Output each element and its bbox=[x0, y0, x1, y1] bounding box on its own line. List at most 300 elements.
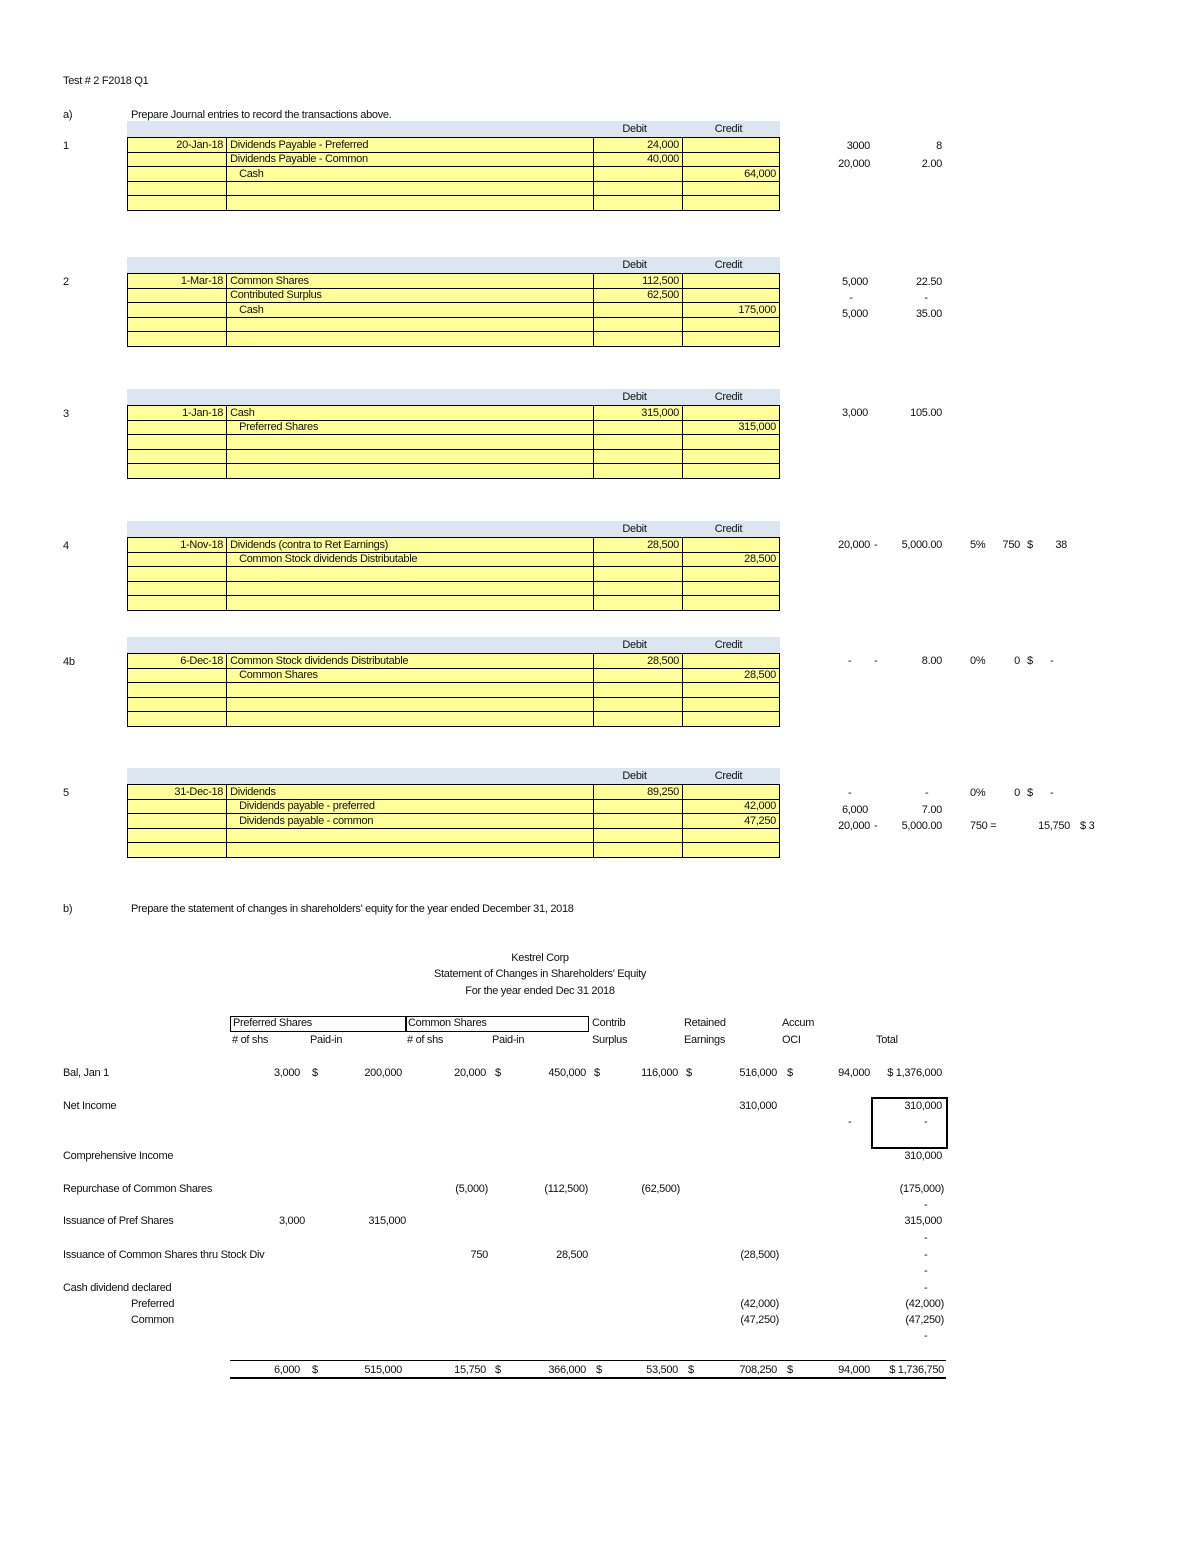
net-retained: 310,000 bbox=[739, 1100, 777, 1112]
debit-amount[interactable] bbox=[594, 552, 683, 567]
dollar-sign: $ bbox=[787, 1364, 793, 1376]
entry-date[interactable] bbox=[128, 332, 227, 347]
calc-value: $ bbox=[1027, 787, 1033, 799]
account-name[interactable]: Dividends payable - preferred bbox=[227, 799, 594, 814]
account-name[interactable]: Common Shares bbox=[227, 668, 594, 683]
com-shs-subheader: # of shs bbox=[407, 1034, 444, 1046]
calc-value: 8 bbox=[936, 140, 942, 152]
journal-row bbox=[128, 317, 780, 332]
journal-row bbox=[128, 464, 780, 479]
pref-shs-subheader: # of shs bbox=[232, 1034, 269, 1046]
row-label-pref-issuance: Issuance of Pref Shares bbox=[63, 1215, 174, 1227]
entry-date[interactable]: 6-Dec-18 bbox=[128, 654, 227, 669]
journal-row bbox=[128, 799, 780, 814]
account-name[interactable] bbox=[227, 697, 594, 712]
debit-amount[interactable]: 89,250 bbox=[594, 785, 683, 800]
debit-amount[interactable]: 62,500 bbox=[594, 288, 683, 303]
calc-value: 750 bbox=[1002, 539, 1020, 551]
credit-amount[interactable] bbox=[682, 654, 779, 669]
journal-row bbox=[128, 538, 780, 553]
debit-amount[interactable]: 24,000 bbox=[594, 138, 683, 153]
debit-amount[interactable] bbox=[594, 843, 683, 858]
debit-amount[interactable]: 28,500 bbox=[594, 654, 683, 669]
journal-row bbox=[128, 196, 780, 211]
debit-amount[interactable] bbox=[594, 799, 683, 814]
account-name[interactable]: Dividends Payable - Common bbox=[227, 152, 594, 167]
debit-amount[interactable] bbox=[594, 449, 683, 464]
bal-retained: 516,000 bbox=[739, 1067, 777, 1079]
debit-amount[interactable] bbox=[594, 196, 683, 211]
stock-div-com-shs: 750 bbox=[470, 1249, 488, 1261]
journal-header bbox=[127, 121, 780, 137]
account-name[interactable] bbox=[227, 196, 594, 211]
journal-entry bbox=[127, 389, 780, 479]
calc-value: - bbox=[849, 292, 853, 304]
dash: - bbox=[924, 1232, 928, 1244]
calc-value: 0 bbox=[1014, 787, 1020, 799]
credit-amount[interactable] bbox=[682, 828, 779, 843]
debit-header: Debit bbox=[622, 770, 647, 782]
account-name[interactable] bbox=[227, 317, 594, 332]
credit-amount[interactable] bbox=[682, 181, 779, 196]
end-com-paid: 366,000 bbox=[548, 1364, 586, 1376]
part-a-label: a) bbox=[63, 109, 73, 121]
contrib-subheader: Surplus bbox=[592, 1034, 628, 1046]
net-total-dash: - bbox=[924, 1116, 928, 1128]
preferred-shares-header: Preferred Shares bbox=[233, 1017, 312, 1029]
entry-date[interactable] bbox=[128, 814, 227, 829]
debit-amount[interactable] bbox=[594, 712, 683, 727]
com-paid-subheader: Paid-in bbox=[492, 1034, 525, 1046]
debit-header: Debit bbox=[622, 523, 647, 535]
calc-value: 15,750 bbox=[1038, 820, 1070, 832]
entry-date[interactable]: 31-Dec-18 bbox=[128, 785, 227, 800]
dollar-sign: $ bbox=[787, 1067, 793, 1079]
com-div-total: (47,250) bbox=[905, 1314, 944, 1326]
journal-row bbox=[128, 683, 780, 698]
calc-value: $ 3 bbox=[1080, 820, 1095, 832]
calc-value: 3,000 bbox=[841, 407, 868, 419]
calc-value: 5,000 bbox=[841, 276, 868, 288]
credit-amount[interactable] bbox=[682, 697, 779, 712]
journal-table bbox=[127, 137, 780, 211]
calc-value: - bbox=[1050, 655, 1054, 667]
net-total: 310,000 bbox=[904, 1100, 942, 1112]
journal-table bbox=[127, 537, 780, 611]
credit-header: Credit bbox=[714, 391, 743, 403]
pref-div-retained: (42,000) bbox=[740, 1298, 779, 1310]
account-name[interactable] bbox=[227, 181, 594, 196]
credit-amount[interactable] bbox=[682, 683, 779, 698]
credit-amount[interactable] bbox=[682, 712, 779, 727]
credit-amount[interactable] bbox=[682, 138, 779, 153]
entry-date[interactable] bbox=[128, 712, 227, 727]
journal-row bbox=[128, 332, 780, 347]
journal-entry bbox=[127, 768, 780, 858]
calc-value: - bbox=[925, 787, 929, 799]
entry-date[interactable] bbox=[128, 843, 227, 858]
credit-amount[interactable] bbox=[682, 843, 779, 858]
accum-header: Accum bbox=[782, 1017, 815, 1029]
row-label-comprehensive: Comprehensive Income bbox=[63, 1150, 174, 1162]
entry-date[interactable] bbox=[128, 181, 227, 196]
calc-value: 0% bbox=[970, 655, 986, 667]
credit-amount[interactable] bbox=[682, 596, 779, 611]
account-name[interactable]: Dividends bbox=[227, 785, 594, 800]
credit-amount[interactable] bbox=[682, 196, 779, 211]
repurchase-contrib: (62,500) bbox=[641, 1183, 680, 1195]
stock-div-retained: (28,500) bbox=[740, 1249, 779, 1261]
account-name[interactable] bbox=[227, 828, 594, 843]
journal-entry bbox=[127, 637, 780, 727]
row-label-net-income: Net Income bbox=[63, 1100, 117, 1112]
credit-amount[interactable]: 315,000 bbox=[682, 420, 779, 435]
entry-number: 4 bbox=[63, 540, 69, 552]
journal-header bbox=[127, 768, 780, 784]
entry-date[interactable] bbox=[128, 668, 227, 683]
debit-header: Debit bbox=[622, 639, 647, 651]
account-name[interactable] bbox=[227, 843, 594, 858]
debit-amount[interactable] bbox=[594, 814, 683, 829]
journal-row bbox=[128, 697, 780, 712]
calc-value: - bbox=[874, 655, 878, 667]
comp-total: 310,000 bbox=[904, 1150, 942, 1162]
entry-number: 5 bbox=[63, 787, 69, 799]
row-label-cash-div: Cash dividend declared bbox=[63, 1282, 172, 1294]
entry-date[interactable] bbox=[128, 288, 227, 303]
credit-amount[interactable] bbox=[682, 317, 779, 332]
common-shares-header: Common Shares bbox=[408, 1017, 487, 1029]
credit-amount[interactable] bbox=[682, 152, 779, 167]
calc-value: 2.00 bbox=[921, 158, 942, 170]
debit-amount[interactable] bbox=[594, 181, 683, 196]
calc-value: 6,000 bbox=[841, 804, 868, 816]
credit-amount[interactable]: 64,000 bbox=[682, 167, 779, 182]
calc-value: 38 bbox=[1055, 539, 1067, 551]
calc-value: 750 = bbox=[970, 820, 997, 832]
dash: - bbox=[924, 1199, 928, 1211]
calc-value: 8.00 bbox=[921, 655, 942, 667]
credit-amount[interactable] bbox=[682, 274, 779, 289]
bal-com-paid: 450,000 bbox=[548, 1067, 586, 1079]
journal-row bbox=[128, 567, 780, 582]
repurchase-com-paid: (112,500) bbox=[544, 1183, 588, 1195]
entry-date[interactable] bbox=[128, 828, 227, 843]
journal-row bbox=[128, 406, 780, 421]
journal-row bbox=[128, 596, 780, 611]
repurchase-com-shs: (5,000) bbox=[455, 1183, 488, 1195]
entry-date[interactable] bbox=[128, 567, 227, 582]
journal-header bbox=[127, 389, 780, 405]
end-oci: 94,000 bbox=[838, 1364, 870, 1376]
credit-amount[interactable] bbox=[682, 785, 779, 800]
entry-date[interactable]: 1-Nov-18 bbox=[128, 538, 227, 553]
debit-amount[interactable] bbox=[594, 332, 683, 347]
bal-total: $ 1,376,000 bbox=[887, 1067, 942, 1079]
dollar-sign: $ bbox=[594, 1067, 600, 1079]
account-name[interactable] bbox=[227, 332, 594, 347]
pref-issue-total: 315,000 bbox=[904, 1215, 942, 1227]
credit-header: Credit bbox=[714, 259, 743, 271]
entry-number: 2 bbox=[63, 276, 69, 288]
entry-date[interactable] bbox=[128, 683, 227, 698]
dollar-sign: $ bbox=[686, 1067, 692, 1079]
account-name[interactable]: Cash bbox=[227, 406, 594, 421]
account-name[interactable]: Dividends (contra to Ret Earnings) bbox=[227, 538, 594, 553]
document-title: Test # 2 F2018 Q1 bbox=[63, 75, 149, 87]
dollar-sign: $ bbox=[312, 1364, 318, 1376]
entry-date[interactable] bbox=[128, 152, 227, 167]
credit-amount[interactable]: 42,000 bbox=[682, 799, 779, 814]
credit-header: Credit bbox=[714, 123, 743, 135]
account-name[interactable]: Common Stock dividends Distributable bbox=[227, 552, 594, 567]
end-total: $ 1,736,750 bbox=[889, 1364, 944, 1376]
entry-date[interactable]: 20-Jan-18 bbox=[128, 138, 227, 153]
calc-value: - bbox=[1050, 787, 1054, 799]
debit-amount[interactable]: 28,500 bbox=[594, 538, 683, 553]
journal-header bbox=[127, 257, 780, 273]
account-name[interactable] bbox=[227, 567, 594, 582]
bal-pref-paid: 200,000 bbox=[364, 1067, 402, 1079]
account-name[interactable] bbox=[227, 596, 594, 611]
row-label-stock-div: Issuance of Common Shares thru Stock Div bbox=[63, 1249, 265, 1261]
journal-row bbox=[128, 843, 780, 858]
calc-value: 5,000.00 bbox=[901, 539, 942, 551]
end-pref-paid: 515,000 bbox=[364, 1364, 402, 1376]
journal-row bbox=[128, 552, 780, 567]
debit-amount[interactable] bbox=[594, 435, 683, 450]
part-b-instruction: Prepare the statement of changes in shareholders' equity for the year ended December 31, 2018 bbox=[131, 903, 574, 915]
calc-value: 20,000 bbox=[838, 539, 870, 551]
account-name[interactable] bbox=[227, 683, 594, 698]
journal-row bbox=[128, 828, 780, 843]
pref-issue-paid: 315,000 bbox=[368, 1215, 406, 1227]
credit-amount[interactable] bbox=[682, 464, 779, 479]
part-a-instruction: Prepare Journal entries to record the transactions above. bbox=[131, 109, 392, 121]
debit-amount[interactable] bbox=[594, 167, 683, 182]
credit-header: Credit bbox=[714, 639, 743, 651]
debit-amount[interactable]: 315,000 bbox=[594, 406, 683, 421]
entry-date[interactable] bbox=[128, 552, 227, 567]
part-b-label: b) bbox=[63, 903, 73, 915]
account-name[interactable]: Common Stock dividends Distributable bbox=[227, 654, 594, 669]
journal-row bbox=[128, 288, 780, 303]
retained-header: Retained bbox=[684, 1017, 726, 1029]
debit-amount[interactable] bbox=[594, 317, 683, 332]
calc-value: 105.00 bbox=[910, 407, 942, 419]
calc-value: 20,000 bbox=[838, 820, 870, 832]
row-label-common: Common bbox=[131, 1314, 174, 1326]
journal-row bbox=[128, 814, 780, 829]
calc-value: 5,000.00 bbox=[901, 820, 942, 832]
entry-date[interactable] bbox=[128, 697, 227, 712]
entry-date[interactable]: 1-Mar-18 bbox=[128, 274, 227, 289]
account-name[interactable] bbox=[227, 581, 594, 596]
retained-subheader: Earnings bbox=[684, 1034, 726, 1046]
debit-amount[interactable] bbox=[594, 596, 683, 611]
calc-value: 20,000 bbox=[838, 158, 870, 170]
pref-issue-shs: 3,000 bbox=[278, 1215, 305, 1227]
account-name[interactable] bbox=[227, 449, 594, 464]
entry-date[interactable] bbox=[128, 435, 227, 450]
total-subheader: Total bbox=[876, 1034, 898, 1046]
credit-amount[interactable] bbox=[682, 406, 779, 421]
pref-paid-subheader: Paid-in bbox=[310, 1034, 343, 1046]
debit-amount[interactable] bbox=[594, 567, 683, 582]
dollar-sign: $ bbox=[495, 1067, 501, 1079]
entry-date[interactable] bbox=[128, 799, 227, 814]
entry-date[interactable] bbox=[128, 449, 227, 464]
journal-table bbox=[127, 653, 780, 727]
calc-value: - bbox=[848, 787, 852, 799]
dash: - bbox=[924, 1265, 928, 1277]
calc-value: 0% bbox=[970, 787, 986, 799]
journal-table bbox=[127, 405, 780, 479]
debit-amount[interactable] bbox=[594, 697, 683, 712]
credit-amount[interactable]: 175,000 bbox=[682, 303, 779, 318]
bal-pref-shs: 3,000 bbox=[273, 1067, 300, 1079]
account-name[interactable]: Preferred Shares bbox=[227, 420, 594, 435]
calc-value: - bbox=[924, 292, 928, 304]
account-name[interactable]: Dividends payable - common bbox=[227, 814, 594, 829]
journal-header bbox=[127, 521, 780, 537]
entry-number: 4b bbox=[63, 656, 75, 668]
dollar-sign: $ bbox=[596, 1364, 602, 1376]
statement-period: For the year ended Dec 31 2018 bbox=[465, 985, 615, 997]
journal-row bbox=[128, 152, 780, 167]
common-shares-group bbox=[405, 1016, 589, 1032]
debit-header: Debit bbox=[622, 123, 647, 135]
row-label-bal: Bal, Jan 1 bbox=[63, 1067, 109, 1079]
bal-oci: 94,000 bbox=[838, 1067, 870, 1079]
credit-amount[interactable]: 47,250 bbox=[682, 814, 779, 829]
credit-amount[interactable] bbox=[682, 567, 779, 582]
calc-value: - bbox=[848, 655, 852, 667]
dollar-sign: $ bbox=[495, 1364, 501, 1376]
credit-amount[interactable] bbox=[682, 435, 779, 450]
account-name[interactable] bbox=[227, 464, 594, 479]
credit-amount[interactable] bbox=[682, 332, 779, 347]
entry-number: 3 bbox=[63, 408, 69, 420]
entry-date[interactable] bbox=[128, 420, 227, 435]
dash: - bbox=[924, 1282, 928, 1294]
credit-amount[interactable] bbox=[682, 581, 779, 596]
journal-row bbox=[128, 654, 780, 669]
calc-value: 35.00 bbox=[915, 308, 942, 320]
bal-contrib: 116,000 bbox=[641, 1067, 678, 1079]
debit-amount[interactable] bbox=[594, 668, 683, 683]
account-name[interactable] bbox=[227, 435, 594, 450]
entry-number: 1 bbox=[63, 140, 69, 152]
preferred-shares-group bbox=[230, 1016, 407, 1032]
journal-row bbox=[128, 712, 780, 727]
credit-amount[interactable]: 28,500 bbox=[682, 552, 779, 567]
end-contrib: 53,500 bbox=[646, 1364, 678, 1376]
pref-div-total: (42,000) bbox=[905, 1298, 944, 1310]
calc-value: - bbox=[874, 820, 878, 832]
subtotal-line bbox=[230, 1360, 946, 1361]
dollar-sign: $ bbox=[312, 1067, 318, 1079]
credit-header: Credit bbox=[714, 523, 743, 535]
bal-com-shs: 20,000 bbox=[454, 1067, 486, 1079]
journal-row bbox=[128, 138, 780, 153]
journal-row bbox=[128, 274, 780, 289]
double-underline bbox=[230, 1377, 946, 1379]
entry-date[interactable] bbox=[128, 596, 227, 611]
entry-date[interactable] bbox=[128, 317, 227, 332]
journal-row bbox=[128, 303, 780, 318]
com-div-retained: (47,250) bbox=[740, 1314, 779, 1326]
journal-row bbox=[128, 420, 780, 435]
account-name[interactable]: Common Shares bbox=[227, 274, 594, 289]
calc-value: 22.50 bbox=[915, 276, 942, 288]
debit-amount[interactable] bbox=[594, 581, 683, 596]
statement-title: Statement of Changes in Shareholders' Equity bbox=[433, 968, 647, 980]
debit-amount[interactable]: 112,500 bbox=[594, 274, 683, 289]
entry-date[interactable] bbox=[128, 167, 227, 182]
repurchase-total: (175,000) bbox=[899, 1183, 944, 1195]
end-retained: 708,250 bbox=[739, 1364, 777, 1376]
debit-amount[interactable] bbox=[594, 683, 683, 698]
journal-row bbox=[128, 167, 780, 182]
calc-value: 3000 bbox=[846, 140, 870, 152]
entry-date[interactable] bbox=[128, 581, 227, 596]
credit-header: Credit bbox=[714, 770, 743, 782]
entry-date[interactable]: 1-Jan-18 bbox=[128, 406, 227, 421]
entry-date[interactable] bbox=[128, 196, 227, 211]
journal-entry bbox=[127, 257, 780, 347]
calc-value: 5,000 bbox=[841, 308, 868, 320]
calc-value: - bbox=[874, 539, 878, 551]
dash: - bbox=[924, 1330, 928, 1342]
entry-date[interactable] bbox=[128, 464, 227, 479]
debit-amount[interactable] bbox=[594, 303, 683, 318]
oci-subheader: OCI bbox=[782, 1034, 801, 1046]
account-name[interactable]: Dividends Payable - Preferred bbox=[227, 138, 594, 153]
credit-amount[interactable]: 28,500 bbox=[682, 668, 779, 683]
calc-value: 7.00 bbox=[921, 804, 942, 816]
debit-amount[interactable] bbox=[594, 420, 683, 435]
account-name[interactable]: Cash bbox=[227, 303, 594, 318]
journal-table bbox=[127, 273, 780, 347]
credit-amount[interactable] bbox=[682, 538, 779, 553]
journal-row bbox=[128, 435, 780, 450]
calc-value: 0 bbox=[1014, 655, 1020, 667]
stock-div-total: - bbox=[924, 1249, 928, 1261]
debit-amount[interactable] bbox=[594, 464, 683, 479]
journal-row bbox=[128, 668, 780, 683]
account-name[interactable]: Cash bbox=[227, 167, 594, 182]
contrib-header: Contrib bbox=[592, 1017, 626, 1029]
end-com-shs: 15,750 bbox=[454, 1364, 486, 1376]
credit-amount[interactable] bbox=[682, 449, 779, 464]
calc-value: $ bbox=[1027, 655, 1033, 667]
calc-value: $ bbox=[1027, 539, 1033, 551]
journal-row bbox=[128, 581, 780, 596]
entry-date[interactable] bbox=[128, 303, 227, 318]
dollar-sign: $ bbox=[688, 1364, 694, 1376]
stock-div-com-paid: 28,500 bbox=[556, 1249, 588, 1261]
calc-value: 5% bbox=[970, 539, 986, 551]
debit-amount[interactable] bbox=[594, 828, 683, 843]
account-name[interactable]: Contributed Surplus bbox=[227, 288, 594, 303]
debit-amount[interactable]: 40,000 bbox=[594, 152, 683, 167]
journal-entry bbox=[127, 121, 780, 211]
account-name[interactable] bbox=[227, 712, 594, 727]
credit-amount[interactable] bbox=[682, 288, 779, 303]
row-label-preferred: Preferred bbox=[131, 1298, 175, 1310]
journal-header bbox=[127, 637, 780, 653]
